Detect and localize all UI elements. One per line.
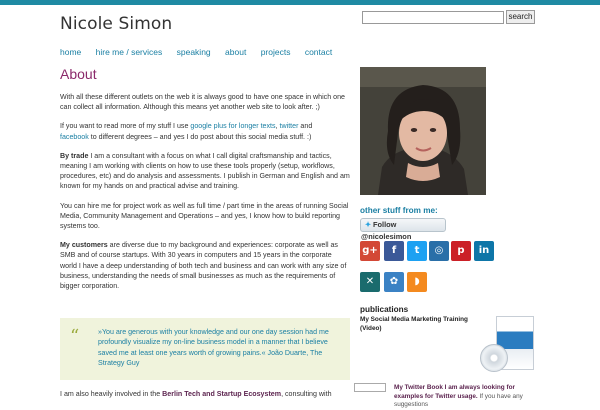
xing-icon[interactable]: ✕ <box>360 272 380 292</box>
search-button[interactable]: search <box>506 10 535 24</box>
twitter-bird-icon: ✦ <box>364 220 372 229</box>
ecosystem-highlight: Berlin Tech and Startup Ecosystem <box>162 390 282 398</box>
links-text-a: If you want to read more of my stuff I use <box>60 122 191 131</box>
customers-label: My customers <box>60 241 108 250</box>
nav-item-projects[interactable]: projects <box>260 47 291 57</box>
twitter-book-rest: If you have any suggestions <box>394 392 523 409</box>
trade-label: By trade <box>60 151 89 160</box>
ecosystem-paragraph <box>60 390 350 398</box>
about-content <box>60 92 350 300</box>
top-accent-bar <box>0 0 600 5</box>
trade-text: I am a consultant with a focus on what I call digital craftsmanship and tactics, meaning I am working with clients on how to use these tools properly (setup, workflows, procedures, etc) and do analysis and assessments. I publish in German and English and am known for my hands on and practical advise and training. <box>60 151 350 191</box>
trade-paragraph <box>60 151 350 192</box>
other-stuff-heading: other stuff from me: <box>360 206 438 215</box>
nav-item-hire-me[interactable]: hire me / services <box>95 47 163 57</box>
facebook-icon[interactable]: f <box>384 241 404 261</box>
twitter-book-text <box>394 384 544 410</box>
search-input[interactable] <box>362 11 504 24</box>
nav-item-contact[interactable]: contact <box>304 47 333 57</box>
people-icon[interactable]: ✿ <box>384 272 404 292</box>
main-nav <box>60 47 344 57</box>
quote-text: »You are generous with your knowledge and our one day session had me profoundly visualize my on-line business model in a manner that I believe saved me at least one years worth of growing pains.« João Duarte, The Strategy Guy <box>98 328 329 368</box>
links-text-b: , <box>275 122 280 131</box>
linkedin-icon[interactable]: in <box>474 241 494 261</box>
publication-item-link[interactable]: My Social Media Marketing Training (Video) <box>360 316 468 332</box>
profile-photo-art <box>360 67 486 195</box>
nav-item-about[interactable]: about <box>225 47 247 57</box>
twitter-book-bold[interactable]: My Twitter Book I am always looking for examples for Twitter usage. <box>394 384 515 400</box>
quote-mark-icon: “ <box>70 326 80 347</box>
google-plus-link[interactable]: google plus for longer texts <box>190 122 276 131</box>
instagram-icon[interactable]: ◎ <box>429 241 449 261</box>
profile-photo <box>360 67 486 195</box>
customers-text: are diverse due to my background and experiences: corporate as well as SMB and of course startups. With 30 years in computers and 15 years in the corporate world I have a deep understanding of both tech and business and can work with any size of business, understanding the needs of small businesses as much as the requirements of bigger corporation. <box>60 241 347 291</box>
site-title[interactable]: Nicole Simon <box>60 14 173 34</box>
ecosystem-text-a: I am also heavily involved in the <box>60 390 163 398</box>
intro-paragraph: With all these different outlets on the web it is always good to have one space in which one can collect all information. Although this means yet another web site to look after. ;) <box>60 93 345 112</box>
rss-icon[interactable]: ◗ <box>407 272 427 292</box>
nav-item-speaking[interactable]: speaking <box>176 47 211 57</box>
links-text-c: and <box>298 122 313 131</box>
testimonial-quote <box>60 318 350 380</box>
twitter-link[interactable]: twitter <box>279 122 299 131</box>
pinterest-icon[interactable]: p <box>451 241 471 261</box>
nav-item-home[interactable]: home <box>60 47 82 57</box>
customers-paragraph <box>60 240 350 291</box>
training-dvd-image <box>480 344 508 372</box>
facebook-link[interactable]: facebook <box>60 132 89 141</box>
hire-paragraph: You can hire me for project work as well as full time / part time in the areas of running Social Media, Community Management and Operations – and yes, I know how to build reporting systems too. <box>60 201 349 231</box>
follow-button-label: Follow @nicolesimon <box>361 220 412 241</box>
page-title: About <box>60 66 97 82</box>
links-paragraph <box>60 121 350 141</box>
twitter-icon[interactable]: t <box>407 241 427 261</box>
google-plus-icon[interactable]: g+ <box>360 241 380 261</box>
twitter-follow-button[interactable] <box>360 218 446 241</box>
ecosystem-text-b: , consulting with <box>281 390 332 398</box>
links-text-d: to different degrees – and yes I do post about this social media stuff. :) <box>88 132 312 141</box>
publications-heading: publications <box>360 305 409 314</box>
twitter-book-image-placeholder <box>354 383 386 392</box>
